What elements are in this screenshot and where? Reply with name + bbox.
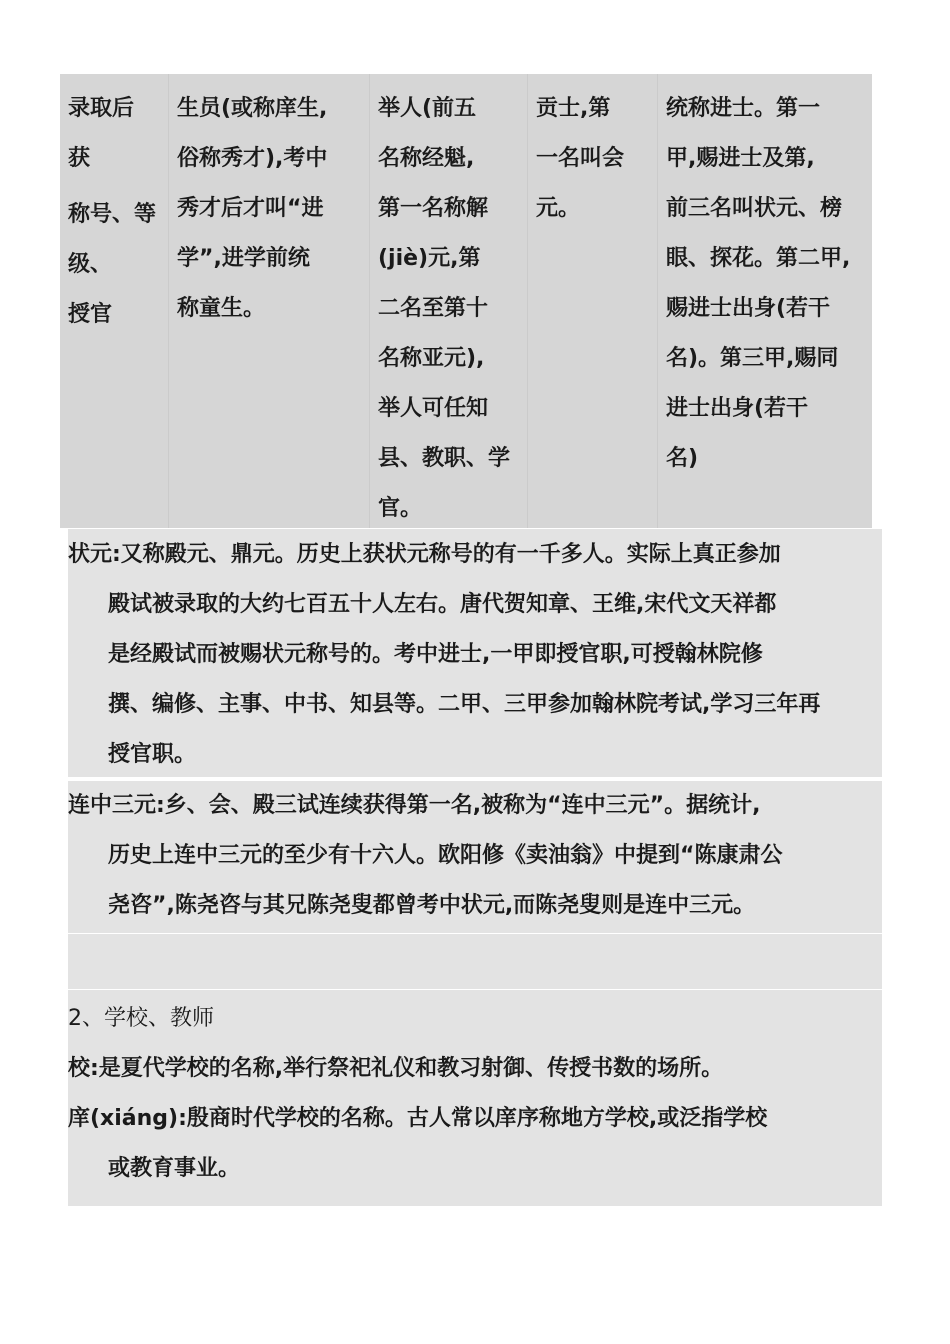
paragraph-line: 历史上连中三元的至少有十六人。欧阳修《卖油翁》中提到“陈康肃公 [108, 843, 783, 868]
paragraph-line: 是经殿试而被赐状元称号的。考中进士,一甲即授官职,可授翰林院修 [108, 642, 763, 667]
table-cell-dianshi [658, 74, 872, 528]
lianzhong-sanyuan-paragraph [68, 781, 882, 933]
table-cell-xiangshi [370, 74, 528, 528]
cell-line: (jiè)元,第 [378, 246, 481, 271]
table-cell-huishi [528, 74, 658, 528]
cell-line: 称号、等 [68, 202, 157, 227]
cell-line: 名称亚元), [378, 346, 485, 371]
table-cell-tongshi [169, 74, 370, 528]
cell-line: 官。 [378, 496, 423, 521]
cell-line: 名称经魁, [378, 146, 475, 171]
section-heading: 2、学校、教师 [68, 1006, 214, 1031]
cell-line: 眼、探花。第二甲, [666, 246, 851, 271]
cell-line: 俗称秀才),考中 [177, 146, 328, 171]
xiang-definition-line: 或教育事业。 [108, 1156, 241, 1181]
exam-title-table-row [60, 74, 872, 528]
cell-line: 级、 [68, 252, 113, 277]
cell-line: 统称进士。第一 [666, 96, 821, 121]
cell-line: 二名至第十 [378, 296, 489, 321]
cell-line: 一名叫会 [536, 146, 625, 171]
cell-line: 获 [68, 146, 91, 171]
cell-line: 名)。第三甲,赐同 [666, 346, 839, 371]
zhuangyuan-paragraph [68, 529, 882, 777]
cell-line: 前三名叫状元、榜 [666, 196, 843, 221]
paragraph-line: 殿试被录取的大约七百五十人左右。唐代贺知章、王维,宋代文天祥都 [108, 592, 777, 617]
cell-line: 生员(或称庠生, [177, 96, 328, 121]
cell-line: 称童生。 [177, 296, 266, 321]
paragraph-line: 连中三元:乡、会、殿三试连续获得第一名,被称为“连中三元”。据统计, [68, 793, 761, 818]
paragraph-line: 状元:又称殿元、鼎元。历史上获状元称号的有一千多人。实际上真正参加 [68, 542, 781, 567]
cell-line: 贡士,第 [536, 96, 611, 121]
paragraph-line: 撰、编修、主事、中书、知县等。二甲、三甲参加翰林院考试,学习三年再 [108, 692, 821, 717]
cell-line: 甲,赐进士及第, [666, 146, 815, 171]
paragraph-line: 尧咨”,陈尧咨与其兄陈尧叟都曾考中状元,而陈尧叟则是连中三元。 [108, 893, 756, 918]
cell-line: 县、教职、学 [378, 446, 511, 471]
xiang-definition-line: 庠(xiáng):殷商时代学校的名称。古人常以庠序称地方学校,或泛指学校 [68, 1106, 768, 1131]
cell-line: 元。 [536, 196, 581, 221]
cell-line: 赐进士出身(若干 [666, 296, 831, 321]
blank-shaded-row [68, 934, 882, 989]
cell-line: 授官 [68, 302, 113, 327]
cell-line: 举人可任知 [378, 396, 489, 421]
cell-line: 录取后 [68, 96, 135, 121]
school-section [68, 990, 882, 1206]
cell-line: 进士出身(若干 [666, 396, 809, 421]
paragraph-line: 授官职。 [108, 742, 197, 767]
table-cell-row-header [60, 74, 169, 528]
cell-line: 举人(前五 [378, 96, 477, 121]
cell-line: 学”,进学前统 [177, 246, 310, 271]
cell-line: 秀才后才叫“进 [177, 196, 324, 221]
cell-line: 名) [666, 446, 699, 471]
cell-line: 第一名称解 [378, 196, 489, 221]
xiao-definition: 校:是夏代学校的名称,举行祭祀礼仪和教习射御、传授书数的场所。 [68, 1056, 724, 1081]
